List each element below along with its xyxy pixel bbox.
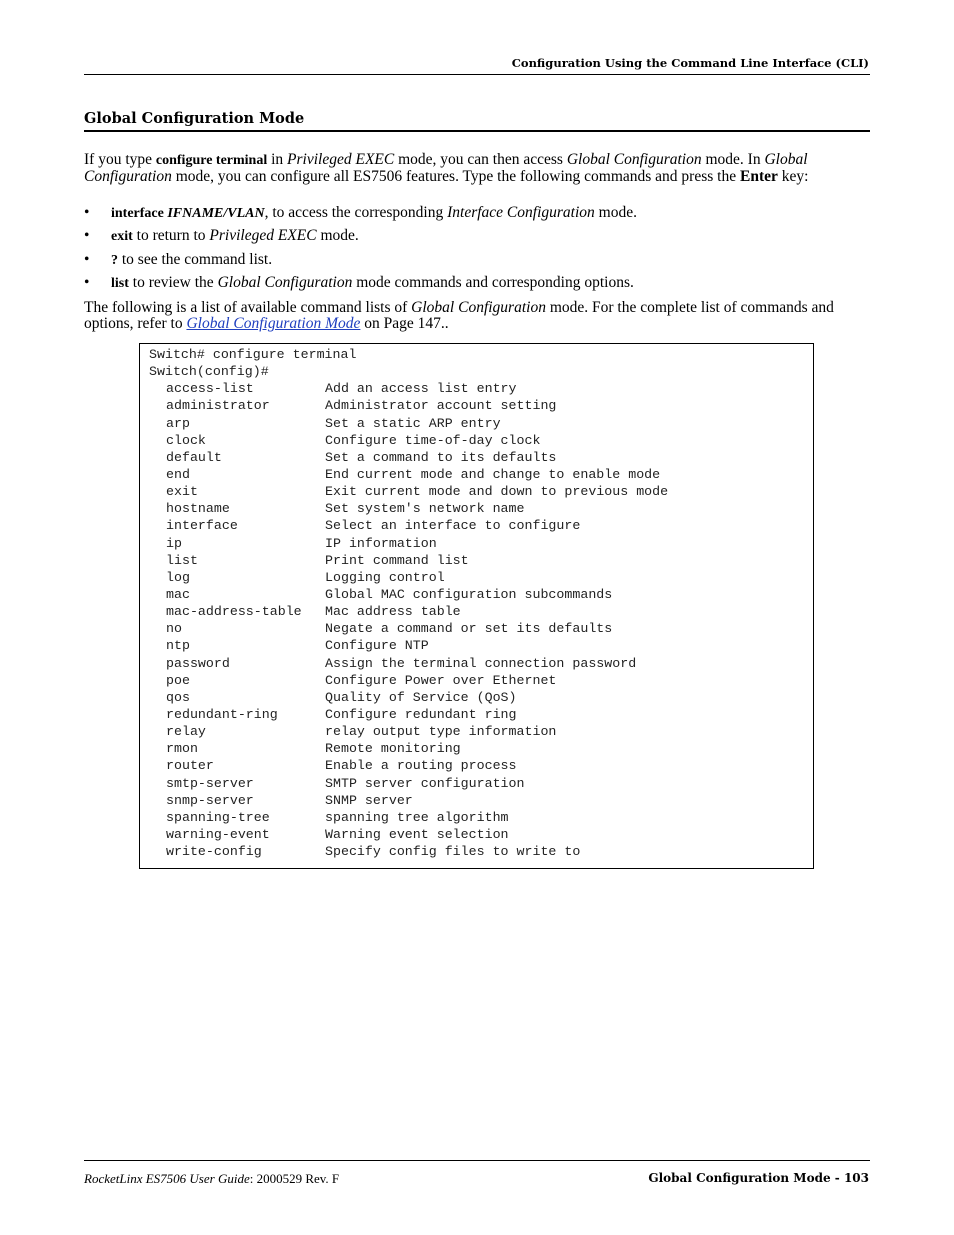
- code-line: Switch# configure terminal: [149, 347, 357, 362]
- code-command: default: [166, 449, 222, 465]
- mode-name: Global Configuration: [217, 273, 353, 291]
- code-description: Configure redundant ring: [325, 706, 517, 722]
- code-description: SMTP server configuration: [325, 775, 525, 791]
- intro-text: If you type: [84, 151, 156, 168]
- intro-paragraph: [84, 152, 874, 184]
- followup-paragraph: [84, 300, 874, 331]
- code-description: Set system's network name: [325, 501, 525, 517]
- code-rows: [149, 380, 813, 860]
- code-row: [149, 826, 813, 843]
- code-command: clock: [166, 432, 206, 448]
- code-description: SNMP server: [325, 792, 413, 808]
- mode-name: Global Configuration: [84, 151, 808, 185]
- code-row: [149, 723, 813, 740]
- bullet-icon: •: [84, 227, 90, 245]
- code-row: [149, 655, 813, 672]
- code-description: Warning event selection: [325, 826, 509, 842]
- inline-command: interface: [111, 206, 164, 221]
- intro-text: mode, you can then access: [394, 151, 567, 168]
- code-row: [149, 672, 813, 689]
- bullet-text: to see the command list.: [118, 250, 273, 268]
- inline-command: exit: [111, 229, 133, 245]
- code-row: [149, 500, 813, 517]
- code-command: snmp-server: [166, 792, 254, 808]
- header-title: Configuration Using the Command Line Interface (CLI): [511, 56, 869, 70]
- code-row: [149, 620, 813, 637]
- code-command: write-config: [166, 844, 262, 860]
- code-description: Set a static ARP entry: [325, 415, 501, 431]
- mode-name: Global Configuration: [411, 299, 546, 316]
- mode-name: Interface Configuration: [447, 204, 595, 221]
- code-description: Add an access list entry: [325, 381, 517, 397]
- footer-page-label: Global Configuration Mode - 103: [648, 1171, 869, 1185]
- code-row: [149, 466, 813, 483]
- code-description: Specify config files to write to: [325, 844, 581, 860]
- code-description: Quality of Service (QoS): [325, 689, 517, 705]
- code-command: smtp-server: [166, 775, 254, 791]
- bullet-text: , to access the corresponding: [264, 204, 448, 221]
- code-description: Configure time-of-day clock: [325, 432, 541, 448]
- page-header: [84, 50, 870, 75]
- code-command: exit: [166, 484, 198, 500]
- code-row: [149, 535, 813, 552]
- code-description: Set a command to its defaults: [325, 449, 557, 465]
- code-description: Administrator account setting: [325, 398, 557, 414]
- intro-text: key:: [777, 167, 809, 185]
- intro-text: mode, you can configure all ES7506 features. Type the following commands and press the: [171, 167, 740, 185]
- footer-product: RocketLinx ES7506 User Guide: [84, 1171, 250, 1186]
- code-row: [149, 569, 813, 586]
- mode-name: Privileged EXEC: [209, 227, 317, 245]
- section-title: Global Configuration Mode: [84, 110, 870, 132]
- code-command: password: [166, 655, 230, 671]
- code-row: [149, 792, 813, 809]
- code-command: poe: [166, 672, 190, 688]
- bullet-text: mode.: [594, 204, 637, 221]
- list-item: [84, 205, 874, 228]
- code-command: spanning-tree: [166, 809, 270, 825]
- bullet-icon: •: [84, 204, 90, 221]
- bullet-icon: •: [84, 273, 90, 291]
- code-description: Enable a routing process: [325, 758, 517, 774]
- code-command: mac: [166, 586, 190, 602]
- inline-command: list: [111, 275, 129, 291]
- code-description: End current mode and change to enable mode: [325, 466, 661, 482]
- code-row: [149, 809, 813, 826]
- code-command: relay: [166, 724, 206, 740]
- code-description: Configure NTP: [325, 638, 429, 654]
- footer-doc-number: : 2000529 Rev. F: [249, 1171, 340, 1186]
- global-configuration-mode-link[interactable]: Global Configuration Mode: [186, 314, 361, 332]
- code-row: [149, 637, 813, 654]
- code-row: [149, 603, 813, 620]
- bullet-text: to review the: [128, 273, 218, 291]
- code-command: end: [166, 466, 190, 482]
- code-command: administrator: [166, 398, 270, 414]
- code-command: warning-event: [166, 826, 270, 842]
- code-line: Switch(config)#: [149, 364, 269, 380]
- code-command: ip: [166, 535, 182, 551]
- intro-text: mode. In: [701, 151, 765, 168]
- code-row: [149, 449, 813, 466]
- code-description: Mac address table: [325, 604, 461, 620]
- code-command: router: [166, 758, 214, 774]
- code-description: Configure Power over Ethernet: [325, 672, 557, 688]
- code-command: hostname: [166, 501, 230, 517]
- code-row: [149, 843, 813, 860]
- code-description: Exit current mode and down to previous mode: [325, 484, 669, 500]
- mode-name: Global Configuration: [566, 151, 702, 168]
- followup-text: The following is a list of available command lists of: [84, 299, 412, 316]
- code-row: [149, 517, 813, 534]
- code-row: [149, 415, 813, 432]
- code-description: Negate a command or set its defaults: [325, 621, 613, 637]
- bullet-text: mode.: [316, 227, 359, 245]
- code-command: mac-address-table: [166, 604, 302, 620]
- code-description: Assign the terminal connection password: [325, 655, 637, 671]
- code-command: rmon: [166, 741, 198, 757]
- inline-command: configure terminal: [155, 153, 268, 168]
- code-description: Remote monitoring: [325, 741, 461, 757]
- inline-command: ?: [111, 252, 118, 268]
- code-description: Select an interface to configure: [325, 518, 581, 534]
- code-command: redundant-ring: [166, 706, 278, 722]
- footer-doc-info: [84, 1171, 339, 1187]
- intro-text: in: [267, 151, 288, 168]
- list-item: [84, 252, 874, 275]
- command-bullet-list: [84, 205, 874, 298]
- code-row: [149, 483, 813, 500]
- code-description: Print command list: [325, 552, 469, 568]
- code-row: [149, 552, 813, 569]
- code-row: [149, 380, 813, 397]
- followup-text: mode. For the complete list of commands and options, refer to: [84, 299, 834, 332]
- code-description: IP information: [325, 535, 437, 551]
- list-item: [84, 228, 874, 251]
- code-description: spanning tree algorithm: [325, 809, 509, 825]
- mode-name: Privileged EXEC: [287, 151, 395, 168]
- code-description: Logging control: [325, 569, 445, 585]
- code-row: [149, 740, 813, 757]
- code-row: [149, 432, 813, 449]
- page-footer: [84, 1160, 870, 1186]
- section: [84, 110, 870, 132]
- code-command: list: [166, 552, 198, 568]
- bullet-icon: •: [84, 250, 90, 268]
- code-command: arp: [166, 415, 190, 431]
- bullet-text: to return to: [132, 227, 210, 245]
- code-command: log: [166, 569, 190, 585]
- code-command: ntp: [166, 638, 190, 654]
- key-name: Enter: [739, 167, 778, 185]
- code-command: access-list: [166, 381, 254, 397]
- code-command: interface: [166, 518, 238, 534]
- code-description: relay output type information: [325, 724, 557, 740]
- code-row: [149, 397, 813, 414]
- code-row: [149, 586, 813, 603]
- code-row: [149, 775, 813, 792]
- code-command: qos: [166, 689, 190, 705]
- code-row: [149, 706, 813, 723]
- code-block: [139, 343, 814, 869]
- code-row: [149, 757, 813, 774]
- bullet-text: mode commands and corresponding options.: [352, 273, 634, 291]
- code-command: no: [166, 621, 182, 637]
- command-argument: IFNAME/VLAN: [163, 206, 265, 221]
- followup-text: on Page 147..: [360, 314, 449, 332]
- list-item: [84, 275, 874, 298]
- code-row: [149, 689, 813, 706]
- code-description: Global MAC configuration subcommands: [325, 586, 613, 602]
